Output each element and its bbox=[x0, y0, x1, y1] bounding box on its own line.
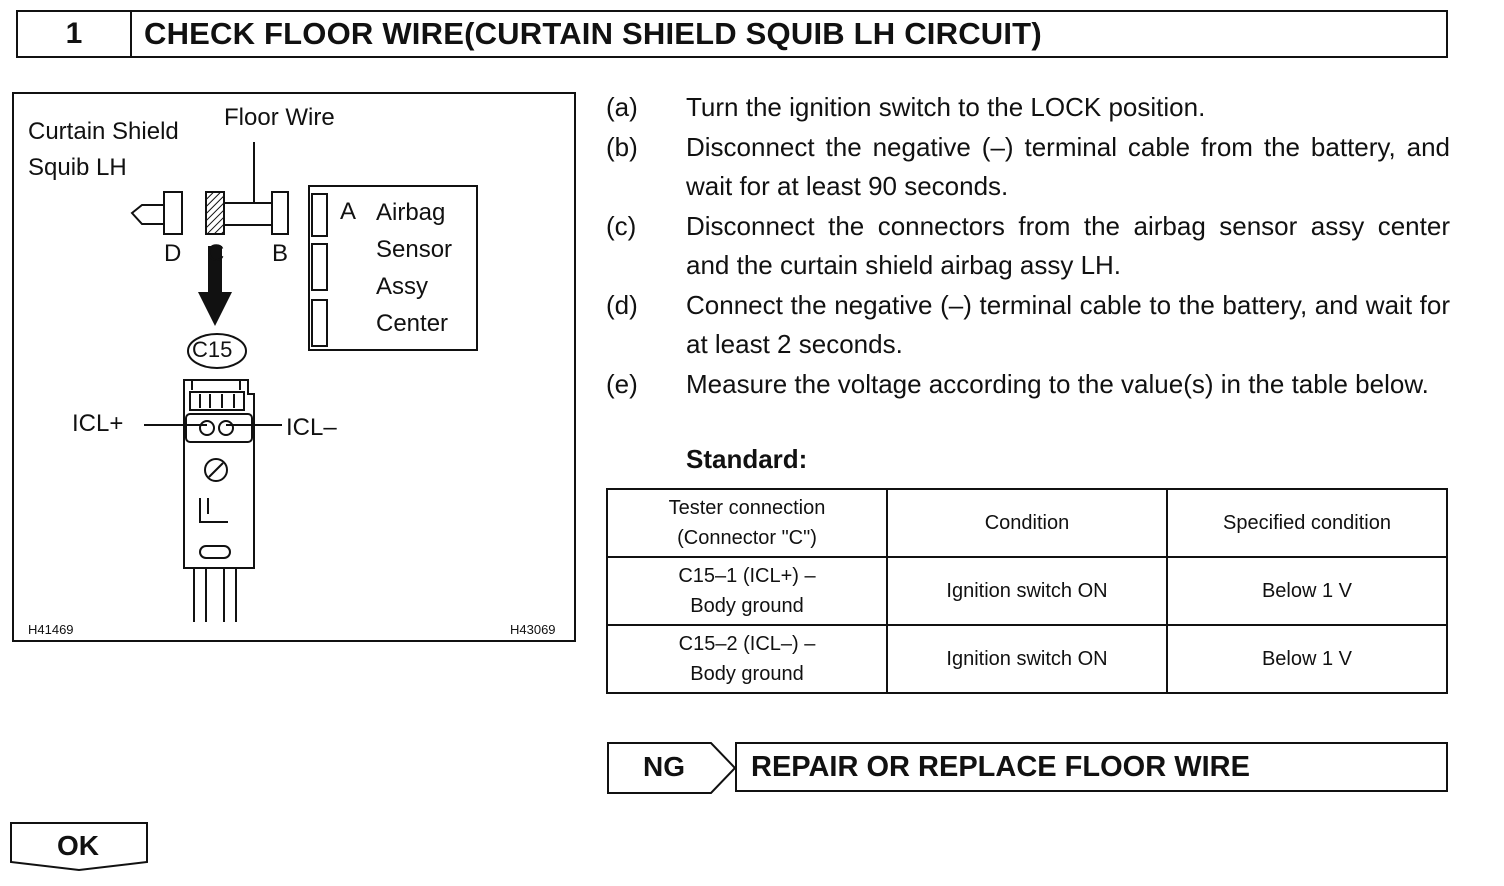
col-header-specified: Specified condition bbox=[1167, 489, 1447, 557]
section-header bbox=[16, 10, 1448, 58]
step-text: Turn the ignition switch to the LOCK position. bbox=[686, 92, 1206, 122]
step-text: Connect the negative (–) terminal cable to the battery, and wait for at least 2 seconds. bbox=[686, 289, 1450, 359]
procedure-steps bbox=[606, 88, 1450, 404]
step-c bbox=[606, 207, 1450, 286]
step-letter: (b) bbox=[606, 131, 638, 162]
table-row bbox=[607, 557, 1447, 625]
connector-b bbox=[272, 192, 288, 234]
step-b bbox=[606, 128, 1450, 207]
step-text: Disconnect the connectors from the airbag sensor assy center and the curtain shield airbag assy LH. bbox=[686, 210, 1450, 280]
connector-b-label: B bbox=[272, 240, 289, 267]
table-cell: Below 1 V bbox=[1167, 557, 1447, 625]
figure-code-left: H41469 bbox=[28, 622, 74, 637]
step-letter: (e) bbox=[606, 368, 638, 399]
connector-a-label: A bbox=[340, 198, 357, 225]
spec-table bbox=[606, 488, 1448, 694]
ok-label: OK bbox=[57, 830, 99, 861]
c15-connector-front bbox=[184, 380, 254, 622]
table-cell: Below 1 V bbox=[1167, 625, 1447, 693]
step-d bbox=[606, 286, 1450, 365]
table-cell: C15–2 (ICL–) – Body ground bbox=[607, 625, 887, 693]
floor-wire-label: Floor Wire bbox=[224, 104, 335, 131]
table-cell: C15–1 (ICL+) – Body ground bbox=[607, 557, 887, 625]
step-text: Disconnect the negative (–) terminal cable from the battery, and wait for at least 90 seconds. bbox=[686, 131, 1450, 201]
table-row bbox=[607, 625, 1447, 693]
floor-wire-body bbox=[224, 203, 272, 225]
airbag-sensor-label: Airbag Sensor Assy Center bbox=[376, 199, 453, 337]
squib-lh-label: Curtain Shield Squib LH bbox=[28, 118, 179, 181]
squib-plug bbox=[132, 205, 164, 224]
step-letter: (c) bbox=[606, 210, 637, 241]
figure-code-right: H43069 bbox=[510, 622, 556, 637]
connector-diagram bbox=[12, 92, 576, 642]
step-letter: (a) bbox=[606, 92, 638, 122]
step-a bbox=[606, 88, 1450, 128]
col-header-condition: Condition bbox=[887, 489, 1167, 557]
step-number: 1 bbox=[18, 12, 132, 56]
ng-label: NG bbox=[643, 751, 685, 782]
col-header-tester: Tester connection (Connector "C") bbox=[607, 489, 887, 557]
table-header-row bbox=[607, 489, 1447, 557]
icl-plus-label: ICL+ bbox=[72, 410, 124, 437]
step-e bbox=[606, 365, 1450, 405]
table-cell: Ignition switch ON bbox=[887, 557, 1167, 625]
step-text: Measure the voltage according to the value(s) in the table below. bbox=[686, 368, 1429, 399]
c15-label: C15 bbox=[192, 337, 233, 362]
connector-c-label: C bbox=[207, 240, 225, 267]
section-title: CHECK FLOOR WIRE(CURTAIN SHIELD SQUIB LH CIRCUIT) bbox=[144, 16, 1042, 51]
connector-c bbox=[206, 192, 224, 234]
connector-d-label: D bbox=[164, 240, 182, 267]
step-letter: (d) bbox=[606, 289, 638, 320]
standard-label: Standard: bbox=[686, 444, 808, 474]
ng-action-box: REPAIR OR REPLACE FLOOR WIRE bbox=[735, 742, 1448, 792]
icl-minus-label: ICL– bbox=[286, 414, 337, 441]
table-cell: Ignition switch ON bbox=[887, 625, 1167, 693]
connector-d bbox=[164, 192, 182, 234]
